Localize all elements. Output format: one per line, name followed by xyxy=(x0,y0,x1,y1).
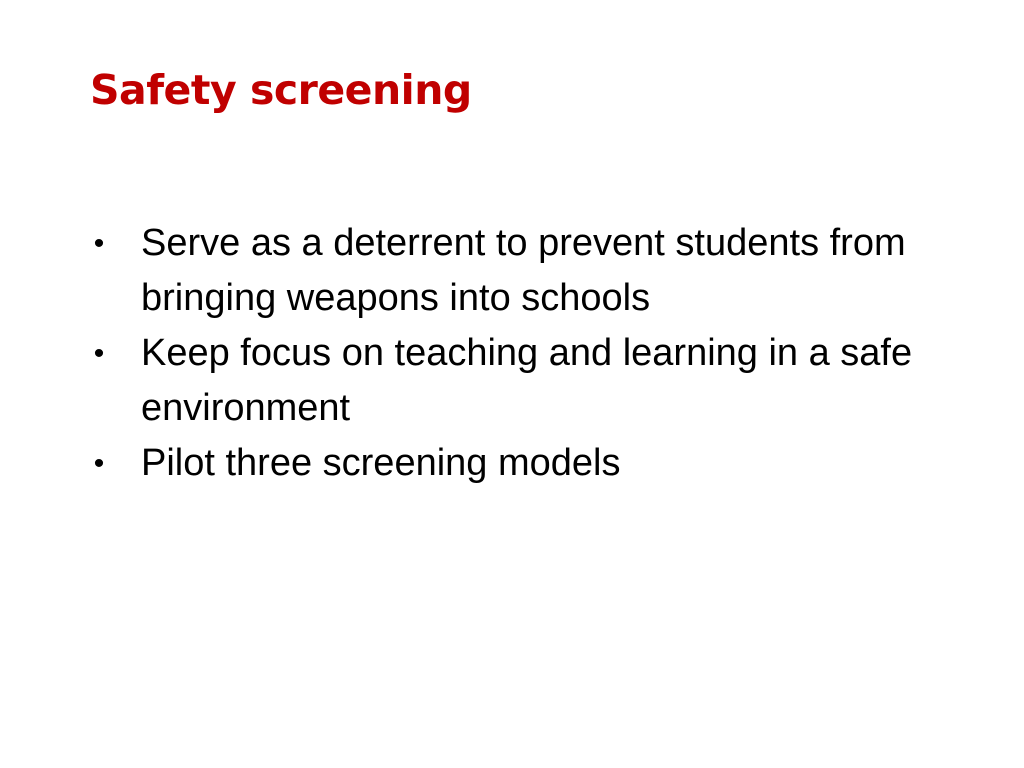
bullet-icon: • xyxy=(93,447,105,480)
bullet-list xyxy=(84,216,964,491)
bullet-item xyxy=(84,436,964,491)
bullet-item xyxy=(84,326,964,436)
bullet-icon: • xyxy=(93,337,105,370)
slide-title: Safety screening xyxy=(90,66,472,114)
bullet-text: Serve as a deterrent to prevent students from bringing weapons into schools xyxy=(141,222,906,319)
bullet-icon: • xyxy=(93,227,105,260)
bullet-item xyxy=(84,216,964,326)
bullet-text: Keep focus on teaching and learning in a safe environment xyxy=(141,332,913,429)
bullet-text: Pilot three screening models xyxy=(141,442,621,484)
